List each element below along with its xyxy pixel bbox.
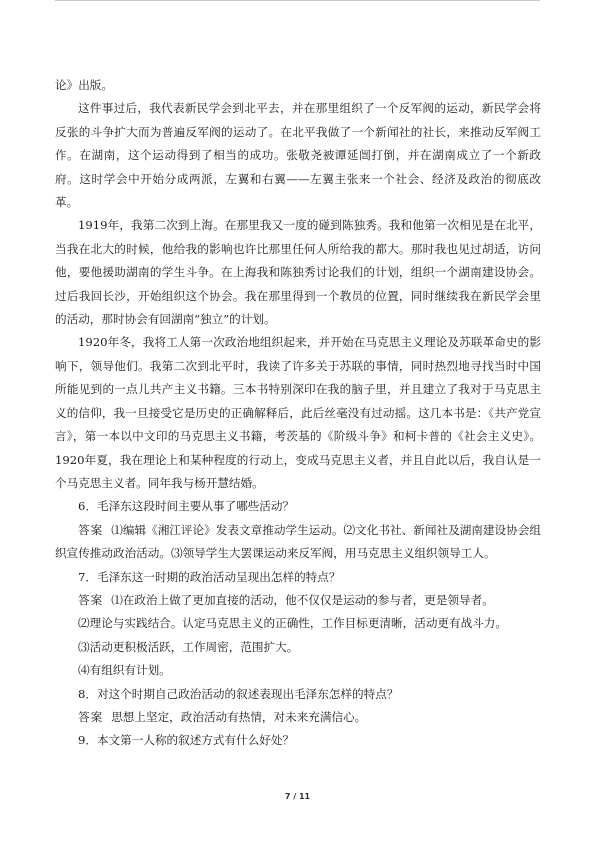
answer-7-item: ⑵理论与实践结合。认定马克思主义的正确性，工作目标更清晰，活动更有战斗力。 (78, 616, 507, 631)
answer-7 (55, 589, 541, 612)
answer-6 (55, 519, 541, 566)
answer-text: ⑴在政治上做了更加直接的活动，他不仅仅是运动的参与者，更是领导者。 (111, 592, 494, 607)
paragraph: 1919年，我第二次到上海。在那里我又一度的碰到陈独秀。我和他第一次相见是在北平，当我在北大的时候，他给我的影响也许比那里任何人所给我的都大。那时我也见过胡适，访问他，要他援助湖南的学生斗争。在上海我和陈独秀讨论我们的计划，组织一个湖南建设协会。过后我回长沙，开始组织这个协会。我在那里得到一个教员的位置，同时继续我在新民学会里的活动，那时协会有回湖南“独立”的计划。 (55, 218, 541, 327)
answer-label: 答案 (78, 709, 104, 724)
answer-label: 答案 (78, 522, 104, 537)
paragraph: 论》出版。 (55, 78, 113, 92)
page-number: 7 / 11 (284, 792, 311, 801)
question-9: 9．本文第一人称的叙述方式有什么好处？ (78, 733, 295, 748)
question-7: 7．毛泽东这一时期的政治活动呈现出怎样的特点？ (78, 569, 341, 584)
answer-7-item: ⑶活动更积极活跃，工作周密，范围扩大。 (78, 639, 299, 654)
answer-text: ⑴编辑《湘江评论》发表文章推动学生运动。⑵文化书社、新闻社及湖南建设协会组织宣传推动政治活动。⑶领导学生大罢课运动来反军阀，用马克思主义组织领导工人。 (55, 522, 541, 561)
paragraph: 1920年冬，我将工人第一次政治地组织起来，并开始在马克思主义理论及苏联革命史的影响下，领导他们。我第二次到北平时，我读了许多关于苏联的事情，同时热烈地寻找当时中国所能见到的一点儿共产主义书籍。三本书特别深印在我的脑子里，并且建立了我对于马克思主义的信仰，我一旦接受它是历史的正确解释后，此后丝毫没有过动摇。这几本书是：《共产党宣言》，第一本以中文印的马克思主义书籍，考茨基的《阶级斗争》和柯卡普的《社会主义史》。1920年夏，我在理论上和某种程度的行动上，变成马克思主义者，并且自此以后，我自认是一个马克思主义者。同年我与杨开慧结婚。 (55, 335, 541, 490)
answer-8 (55, 706, 541, 729)
question-8: 8．对这个时期自己政治活动的叙述表现出毛泽东怎样的特点？ (78, 686, 399, 701)
paragraph: 这件事过后，我代表新民学会到北平去，并在那里组织了一个反军阀的运动，新民学会将反张的斗争扩大而为普遍反军阀的运动了。在北平我做了一个新闻社的社长，来推动反军阀工作。在湖南，这个运动得到了相当的成功。张敬尧被谭延闿打倒，并在湖南成立了一个新政府。这时学会中开始分成两派，左翼和右翼——左翼主张来一个社会、经济及政治的彻底改革。 (55, 101, 541, 210)
answer-7-item: ⑷有组织有计划。 (78, 663, 171, 678)
answer-label: 答案 (78, 592, 104, 607)
answer-text: 思想上坚定，政治活动有热情，对未来充满信心。 (111, 709, 367, 724)
top-divider (55, 0, 540, 1)
document-body (55, 74, 541, 753)
question-6: 6．毛泽东这段时间主要从事了哪些活动？ (78, 499, 295, 514)
